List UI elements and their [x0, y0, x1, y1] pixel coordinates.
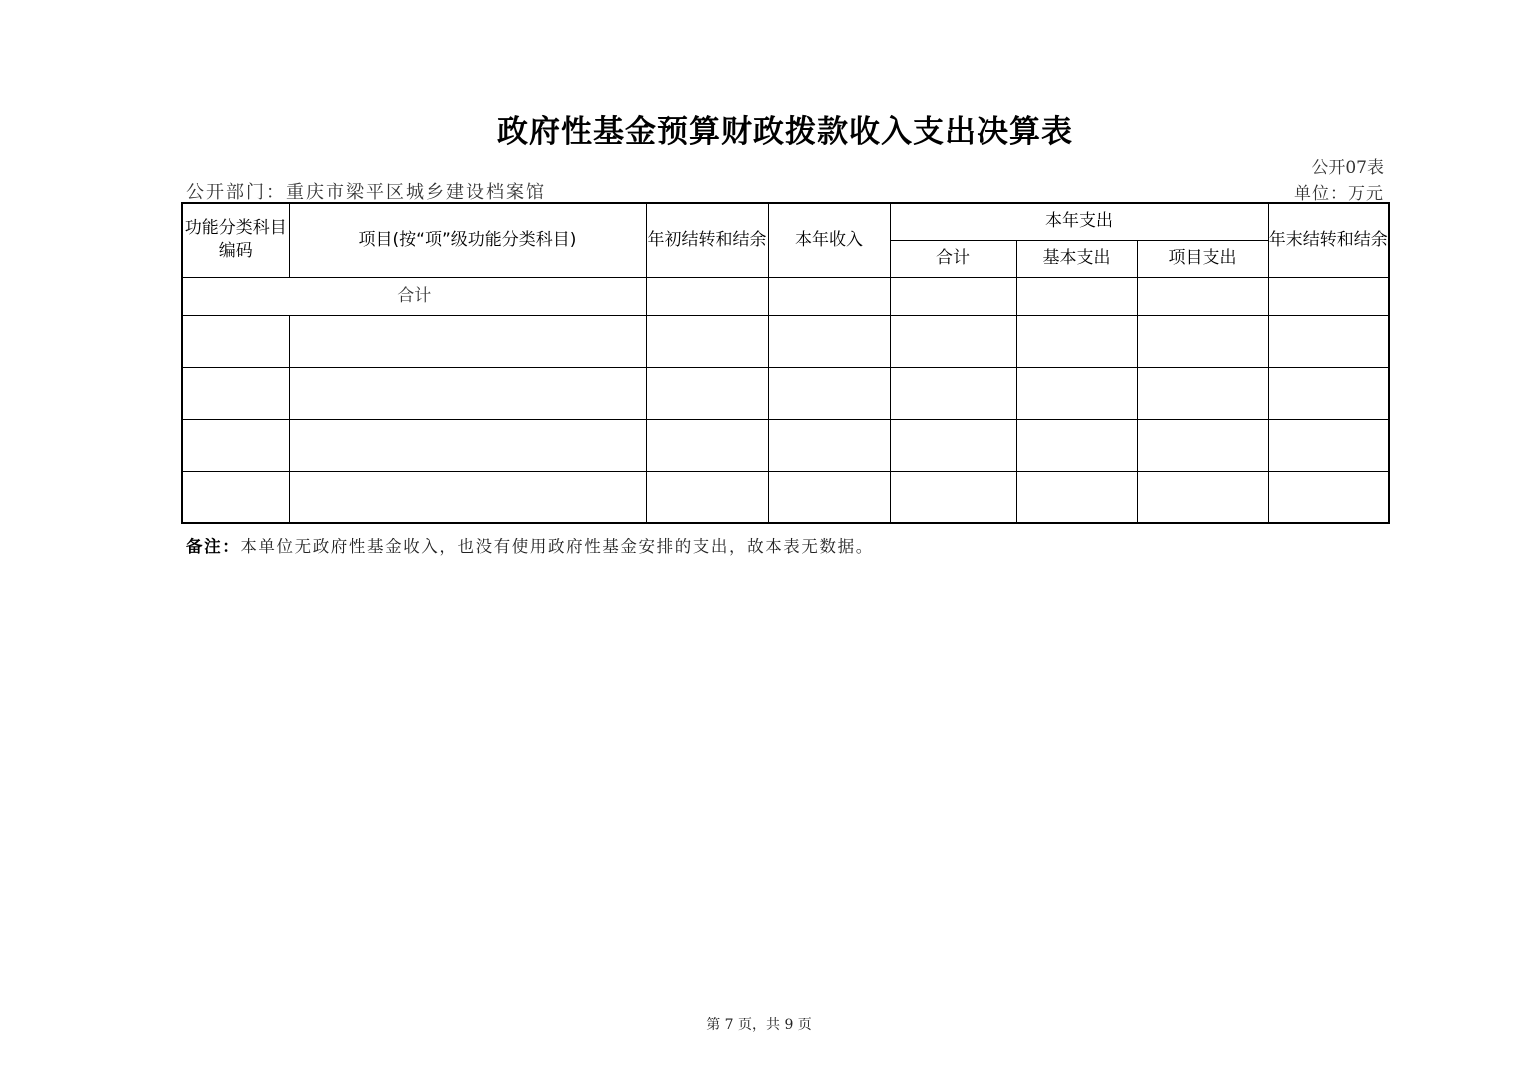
- table-cell: [646, 315, 768, 367]
- header-expense-project: 项目支出: [1137, 240, 1268, 277]
- table-cell: [1137, 277, 1268, 315]
- header-end-balance: 年末结转和结余: [1268, 203, 1389, 277]
- table-cell: [182, 471, 289, 523]
- table-cell: [182, 367, 289, 419]
- table-row: [182, 419, 1389, 471]
- table-cell: [768, 315, 890, 367]
- table-cell: [289, 419, 646, 471]
- header-expense-group: 本年支出: [890, 203, 1268, 240]
- table-cell: [646, 277, 768, 315]
- table-cell: [890, 471, 1016, 523]
- table-cell: [1016, 471, 1137, 523]
- table-cell: [289, 367, 646, 419]
- table-cell: [768, 471, 890, 523]
- table-cell: [768, 277, 890, 315]
- table-cell: [1268, 315, 1389, 367]
- table-row: [182, 471, 1389, 523]
- header-expense-basic: 基本支出: [1016, 240, 1137, 277]
- header-expense-total: 合计: [890, 240, 1016, 277]
- table-row: [182, 315, 1389, 367]
- table-cell: [890, 367, 1016, 419]
- table-cell: [1268, 367, 1389, 419]
- table-cell: [768, 419, 890, 471]
- table-cell: [890, 277, 1016, 315]
- table-cell: [1268, 277, 1389, 315]
- table-cell: [289, 471, 646, 523]
- table-cell: [182, 315, 289, 367]
- table-cell: [646, 471, 768, 523]
- department-label: 公开部门：重庆市梁平区城乡建设档案馆: [186, 182, 546, 203]
- table-cell: [1016, 315, 1137, 367]
- footnote: [186, 533, 874, 557]
- table-row: [182, 367, 1389, 419]
- form-number: 公开07表: [1311, 158, 1384, 178]
- table-cell: [890, 419, 1016, 471]
- table-cell: [1137, 419, 1268, 471]
- table-cell: [182, 419, 289, 471]
- page-number: 第 7 页，共 9 页: [706, 1017, 812, 1033]
- table-cell: [1268, 419, 1389, 471]
- table-cell: [768, 367, 890, 419]
- header-income: 本年收入: [768, 203, 890, 277]
- table-cell: [1016, 419, 1137, 471]
- table-cell: [1137, 315, 1268, 367]
- unit-label: 单位：万元: [1294, 184, 1384, 204]
- header-code: 功能分类科目编码: [182, 203, 289, 277]
- table-cell: [646, 419, 768, 471]
- table-cell: [1137, 471, 1268, 523]
- table-cell: [890, 315, 1016, 367]
- table-cell: [1137, 367, 1268, 419]
- budget-table: [181, 202, 1390, 524]
- footnote-text: 本单位无政府性基金收入，也没有使用政府性基金安排的支出，故本表无数据。: [240, 537, 874, 556]
- total-row: [182, 277, 1389, 315]
- table-cell: [1268, 471, 1389, 523]
- table-cell: [1016, 367, 1137, 419]
- table-cell: [1016, 277, 1137, 315]
- total-row-label: 合计: [182, 277, 646, 315]
- table-cell: [289, 315, 646, 367]
- page-title: 政府性基金预算财政拨款收入支出决算表: [497, 114, 1073, 150]
- footnote-label: 备注：: [186, 537, 241, 556]
- header-begin-balance: 年初结转和结余: [646, 203, 768, 277]
- header-item: 项目(按“项”级功能分类科目): [289, 203, 646, 277]
- table-cell: [646, 367, 768, 419]
